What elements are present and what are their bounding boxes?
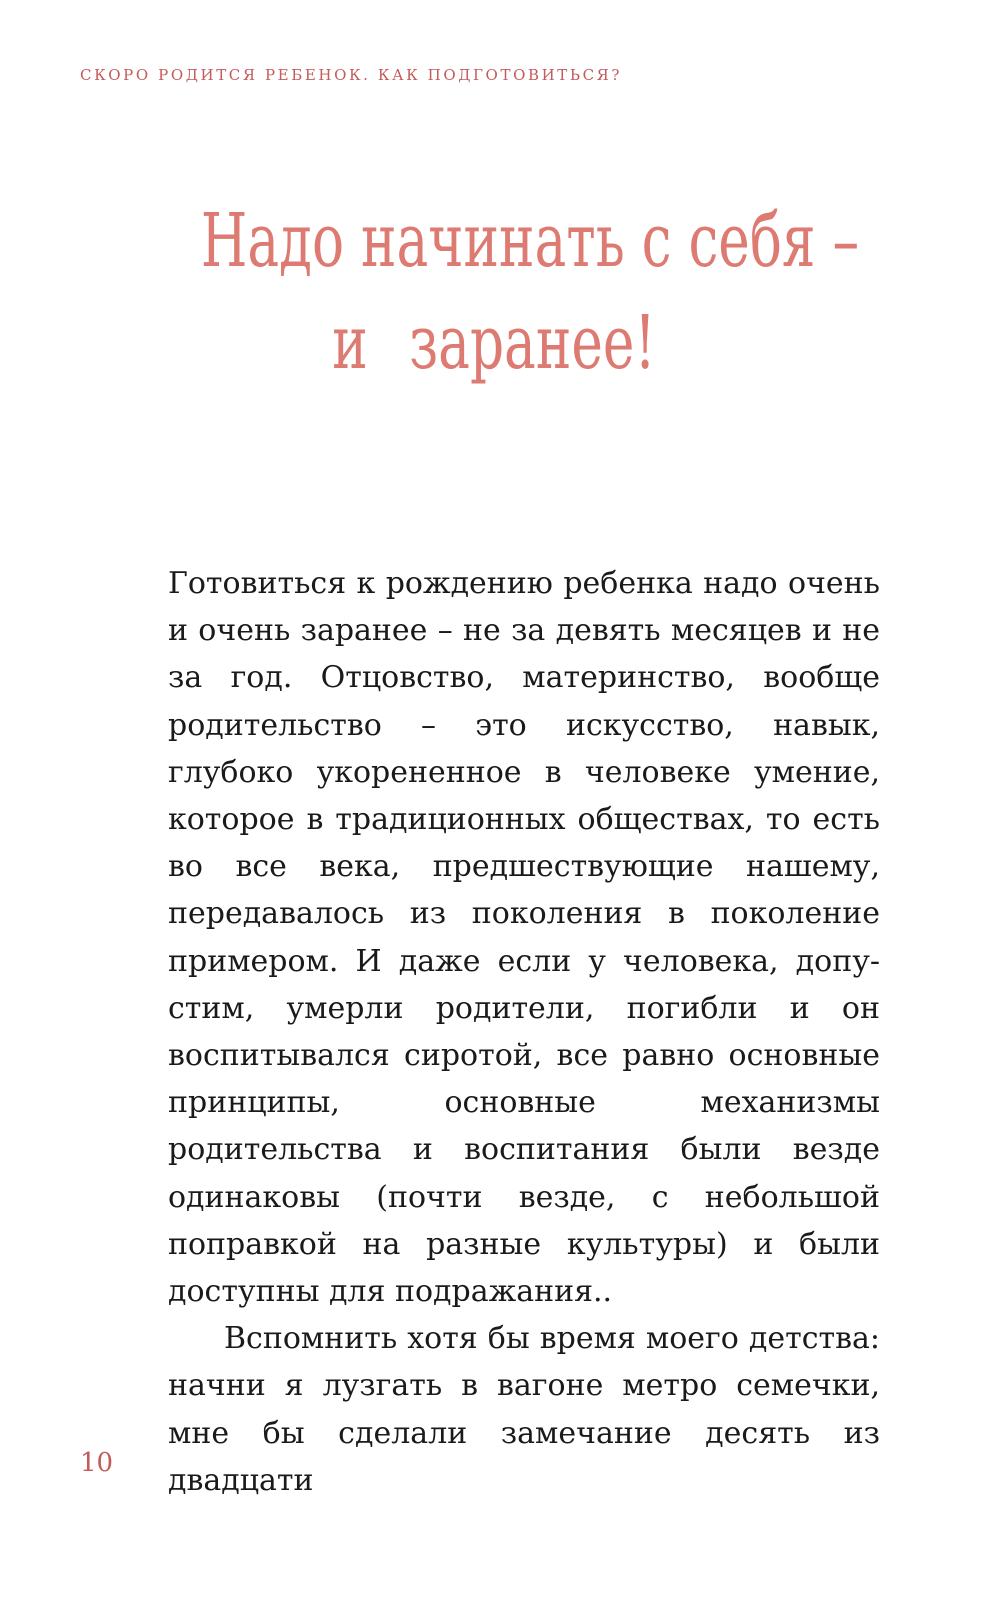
paragraph-2: Вспомнить хотя бы время моего детства: начни я лузгать в вагоне метро семечки, мне бы сделали замечание десять из двадцати	[168, 1321, 880, 1498]
page-number: 10	[80, 1448, 114, 1478]
running-header: СКОРО РОДИТСЯ РЕБЕНОК. КАК ПОДГОТОВИТЬСЯ?	[80, 66, 623, 84]
body-text	[168, 560, 880, 1504]
chapter-title	[0, 190, 1000, 394]
paragraph-1: Готовиться к рождению ребенка надо очень и очень заранее – не за девять месяцев и не за год. Отцовство, материнство, вообще родительство – это искусство, навык, глубоко укорененное в человеке умение, которое в традиционных обществах, то есть во все века, предшествующие нашему, передавалось из поколения в поколение примером. И даже если у человека, допустим, умерли родители, погибли и он воспитывался сиротой, все равно основные принципы, основные механизмы родительства и воспитания были везде одинаковы (почти везде, с небольшой поправкой на разные культуры) и были доступны для подражания..	[168, 566, 880, 1310]
chapter-title-line-2: и заранее!	[332, 300, 656, 386]
chapter-title-line-1: Надо начинать с себя –	[200, 198, 860, 284]
